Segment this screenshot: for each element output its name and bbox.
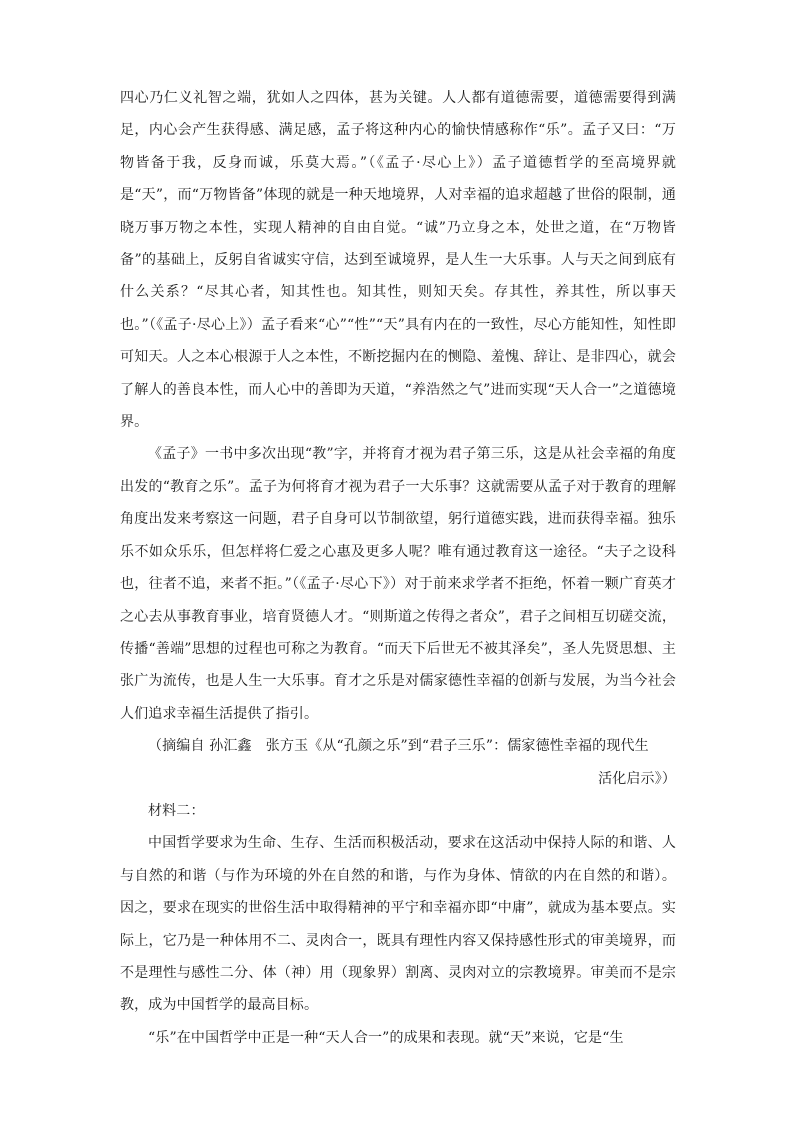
- material-one-paragraph-2: 《孟子》一书中多次出现“教”字，并将育才视为君子第三乐，这是从社会幸福的角度出发的“教育之乐”。孟子为何将育才视为君子一大乐事？这就需要从孟子对于教育的理解角度出发来考察这一问题，君子自身可以节制欲望，躬行道德实践，进而获得幸福。独乐乐不如众乐乐，但怎样将仁爱之心惠及更多人呢？唯有通过教育这一途径。“夫子之设科也，往者不追，来者不拒。”（《孟子·尽心下》）对于前来求学者不拒绝，怀着一颗广育英才之心去从事教育事业，培育贤德人才。“则斯道之传得之者众”，君子之间相互切磋交流，传播“善端”思想的过程也可称之为教育。“而天下后世无不被其泽矣”，圣人先贤思想、主张广为流传，也是人生一大乐事。育才之乐是对儒家德性幸福的创新与发展，为当今社会人们追求幸福生活提供了指引。: [120, 446, 676, 722]
- source-citation-line-1: （摘编自 孙汇鑫 张方玉《从“孔颜之乐”到“君子三乐”：儒家德性幸福的现代生: [148, 738, 649, 755]
- source-citation-line-2: 活化启示》）: [598, 770, 676, 787]
- material-two-heading: 材料二：: [148, 802, 205, 819]
- material-two-paragraph-2: “乐”在中国哲学中正是一种“天人合一”的成果和表现。就“天”来说，它是“生: [148, 1029, 624, 1046]
- material-one-paragraph-1: 四心乃仁义礼智之端，犹如人之四体，甚为关键。人人都有道德需要，道德需要得到满足，内心会产生获得感、满足感，孟子将这种内心的愉快情感称作“乐”。孟子又曰：“万物皆备于我，反身而诚，乐莫大焉。”（《孟子·尽心上》）孟子道德哲学的至高境界就是“天”，而“万物皆备”体现的就是一种天地境界，人对幸福的追求超越了世俗的限制，通晓万事万物之本性，实现人精神的自由自觉。“诚”乃立身之本，处世之道，在“万物皆备”的基础上，反躬自省诚实守信，达到至诚境界，是人生一大乐事。人与天之间到底有什么关系？“尽其心者，知其性也。知其性，则知天矣。存其性，养其性，所以事天也。”（《孟子·尽心上》）孟子看来“心”“性”“天”具有内在的一致性，尽心方能知性，知性即可知天。人之本心根源于人之本性，不断挖掘内在的恻隐、羞愧、辞让、是非四心，就会了解人的善良本性，而人心中的善即为天道，“养浩然之气”进而实现“天人合一”之道德境界。: [120, 90, 676, 431]
- material-two-paragraph-1: 中国哲学要求为生命、生存、生活而积极活动，要求在这活动中保持人际的和谐、人与自然的和谐（与作为环境的外在自然的和谐，与作为身体、情欲的内在自然的和谐）。因之，要求在现实的世俗生活中取得精神的平宁和幸福亦即“中庸”，就成为基本要点。实际上，它乃是一种体用不二、灵肉合一，既具有理性内容又保持感性形式的审美境界，而不是理性与感性二分、体（神）用（现象界）割离、灵肉对立的宗教境界。审美而不是宗教，成为中国哲学的最高目标。: [120, 835, 676, 1014]
- document-page: [120, 82, 676, 1054]
